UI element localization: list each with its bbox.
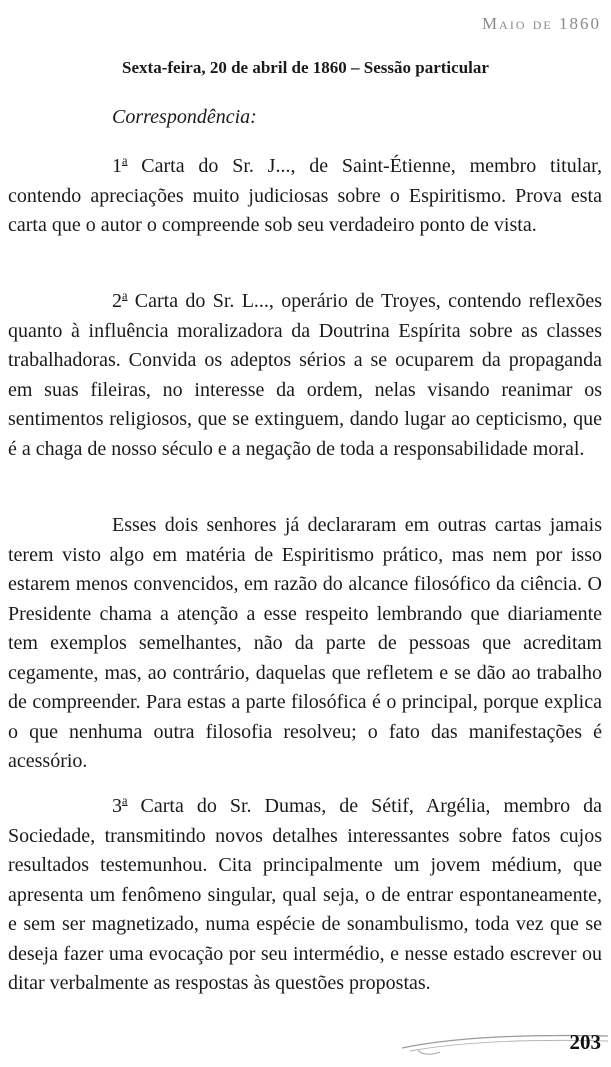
running-head: Maio de 1860 (482, 14, 601, 33)
paragraph-letter-2 (8, 287, 602, 464)
ordinal-suffix: a (122, 288, 128, 303)
paragraph-text: Carta do Sr. Dumas, de Sétif, Argélia, membro da Sociedade, transmitindo novos detalhes interessantes sobre fatos cujos resultados testemunhou. Cita principalmente um jovem médium, que apresenta um fenômeno singular, qual seja, o de entrar espontaneamente, e sem ser magnetizado, numa espécie de sonambulismo, toda vez que se deseja fazer uma evocação por seu intermédio, e nesse estado escrever ou ditar verbalmente as respostas às questões propostas. (8, 795, 602, 994)
paragraph-text: Carta do Sr. J..., de Saint-Étienne, membro titular, contendo apreciações muito judiciosas sobre o Espiritismo. Prova esta carta que o autor o compreende sob seu verdadeiro ponto de vista. (8, 155, 602, 236)
page-number: 203 (569, 1030, 601, 1054)
session-title: Sexta-feira, 20 de abril de 1860 – Sessão particular (122, 58, 489, 77)
paragraph-commentary (8, 511, 602, 777)
ordinal-suffix: a (122, 153, 128, 168)
paragraph-letter-3 (8, 792, 602, 999)
paragraph-letter-1 (8, 152, 602, 241)
paragraph-text: Esses dois senhores já declararam em outras cartas jamais terem visto algo em matéria de Espiritismo prático, mas nem por isso estarem menos convencidos, em razão do alcance filosófico da ciência. O Presidente chama a atenção a esse respeito lembrando que diariamente tem exemplos semelhantes, não da parte de pessoas que acreditam cegamente, mas, ao contrário, daquelas que refletem e se dão ao trabalho de compreender. Para estas a parte filosófica é o principal, porque explica o que nenhuma outra filosofia resolveu; o fato das manifestações é acessório. (8, 514, 602, 772)
paragraph-text: Carta do Sr. L..., operário de Troyes, contendo reflexões quanto à influência moralizadora da Doutrina Espírita sobre as classes trabalhadoras. Convida os adeptos sérios a se ocuparem da propaganda em suas fileiras, no interesse da ordem, nelas visando reanimar os sentimentos religiosos, que se extinguem, dando lugar ao cepticismo, que é a chaga de nosso século e a negação de toda a responsabilidade moral. (8, 290, 602, 460)
section-label: Correspondência: (112, 106, 257, 128)
ordinal-number: 1 (112, 155, 122, 177)
ordinal-number: 2 (112, 290, 122, 312)
ordinal-number: 3 (112, 795, 122, 817)
ordinal-suffix: a (122, 793, 128, 808)
